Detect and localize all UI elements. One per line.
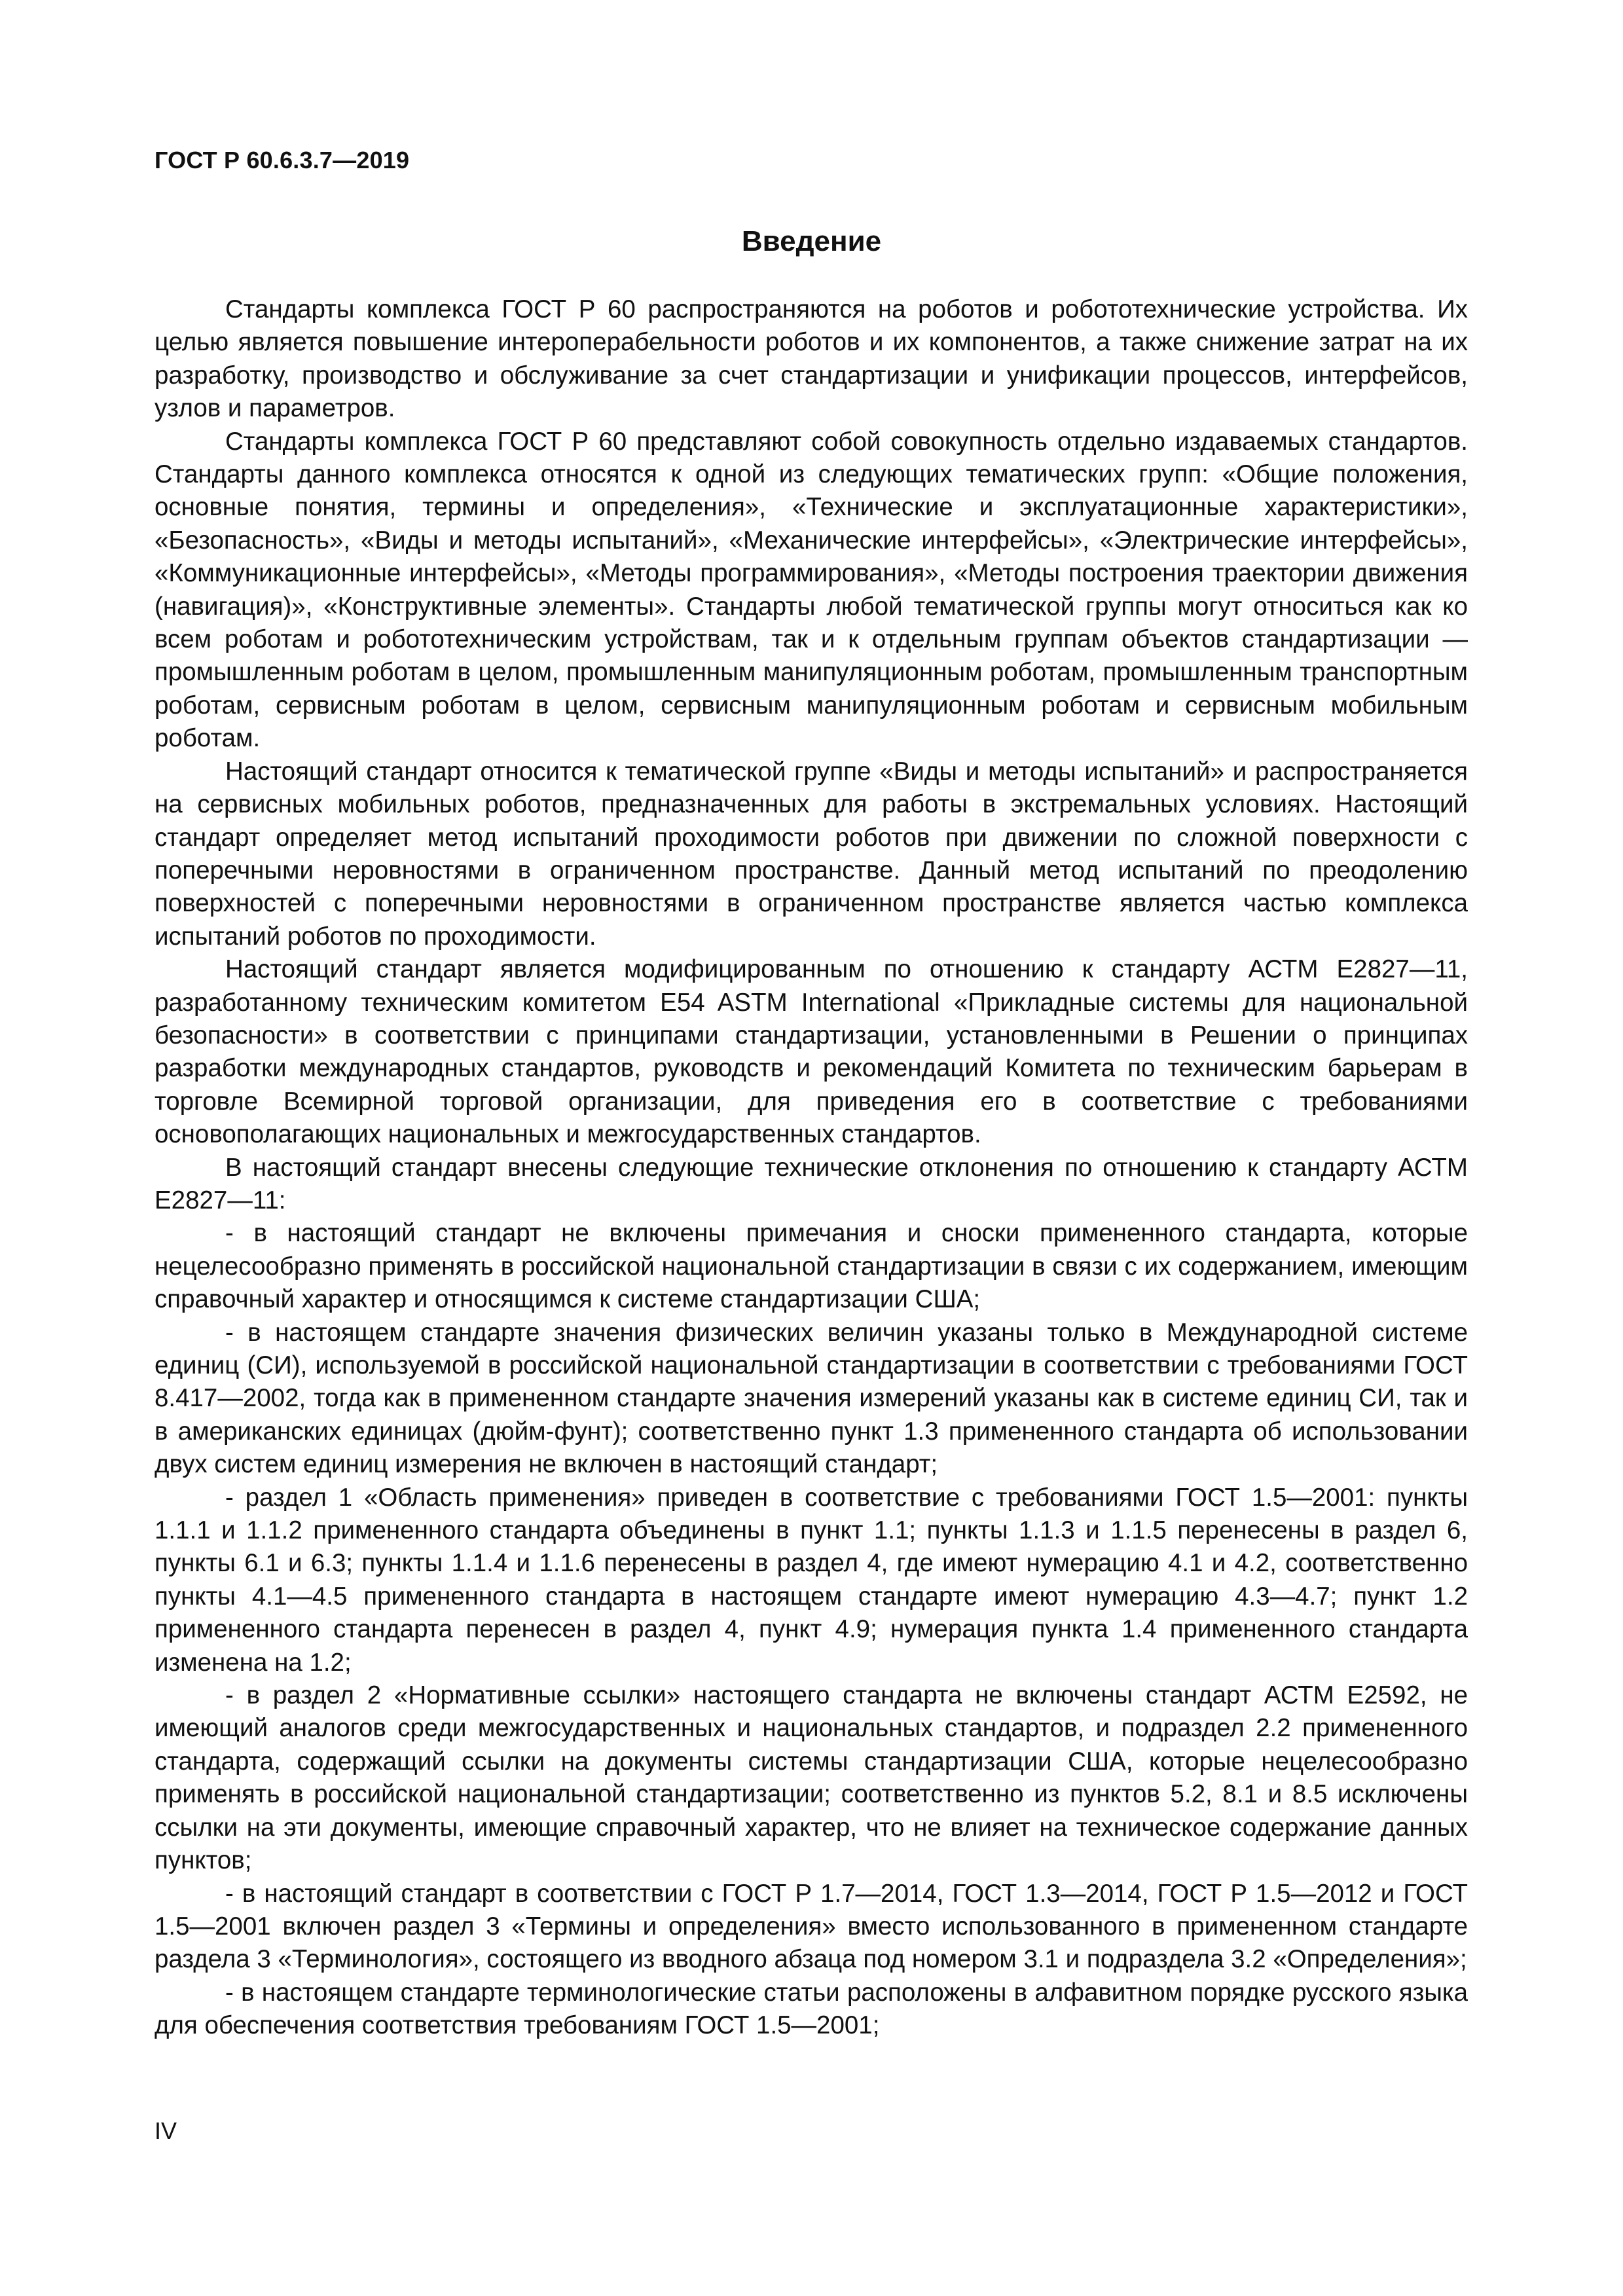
paragraph: В настоящий стандарт внесены следующие технические отклонения по отношению к стандарту АСТМ Е2827—11:: [155, 1153, 1468, 1214]
deviation-list-item: - в раздел 2 «Нормативные ссылки» настоящего стандарта не включены стандарт АСТМ Е2592, не имеющий аналогов среди межгосударственных и национальных стандартов, и подраздел 2.2 примененного стандарта, содержащий ссылки на документы системы стандартизации США, которые нецелесообразно применять в российской национальной стандартизации; соответственно из пунктов 5.2, 8.1 и 8.5 исключены ссылки на эти документы, имеющие справочный характер, что не влияет на техническое содержание данных пунктов;: [155, 1681, 1468, 1875]
deviation-list-item: - раздел 1 «Область применения» приведен в соответствие с требованиями ГОСТ 1.5—2001: пункты 1.1.1 и 1.1.2 примененного стандарта объединены в пункт 1.1; пункты 1.1.3 и 1.1.5 перенесены в раздел 6, пункты 6.1 и 6.3; пункты 1.1.4 и 1.1.6 перенесены в раздел 4, где имеют нумерацию 4.1 и 4.2, соответственно пункты 4.1—4.5 примененного стандарта в настоящем стандарте имеют нумерацию 4.3—4.7; пункт 1.2 примененного стандарта перенесен в раздел 4, пункт 4.9; нумерация пункта 1.4 примененного стандарта изменена на 1.2;: [155, 1483, 1468, 1677]
deviation-list-item: - в настоящий стандарт не включены примечания и сноски примененного стандарта, которые нецелесообразно применять в российской национальной стандартизации в связи с их содержанием, имеющим справочный характер и относящимся к системе стандартизации США;: [155, 1219, 1468, 1314]
deviation-list-item: - в настоящем стандарте терминологические статьи расположены в алфавитном порядке русского языка для обеспечения соответствия требованиям ГОСТ 1.5—2001;: [155, 1978, 1468, 2040]
deviation-list-item: - в настоящий стандарт в соответствии с ГОСТ Р 1.7—2014, ГОСТ 1.3—2014, ГОСТ Р 1.5—2012 и ГОСТ 1.5—2001 включен раздел 3 «Термины и определения» вместо использованного в примененном стандарте раздела 3 «Терминология», состоящего из вводного абзаца под номером 3.1 и подраздела 3.2 «Определения»;: [155, 1879, 1468, 1974]
deviation-list-item: - в настоящем стандарте значения физических величин указаны только в Международной системе единиц (СИ), используемой в российской национальной стандартизации в соответствии с требованиями ГОСТ 8.417—2002, тогда как в примененном стандарте значения измерений указаны как в системе единиц СИ, так и в американских единицах (дюйм-фунт); соответственно пункт 1.3 примененного стандарта об использовании двух систем единиц измерения не включен в настоящий стандарт;: [155, 1318, 1468, 1479]
paragraph: Настоящий стандарт относится к тематической группе «Виды и методы испытаний» и распространяется на сервисных мобильных роботов, предназначенных для работы в экстремальных условиях. Настоящий стандарт определяет метод испытаний проходимости роботов при движении по сложной поверхности с поперечными неровностями в ограниченном пространстве. Данный метод испытаний по преодолению поверхностей с поперечными неровностями в ограниченном пространстве является частью комплекса испытаний роботов по проходимости.: [155, 757, 1468, 951]
section-title: Введение: [741, 225, 882, 257]
page-number: IV: [155, 2117, 177, 2144]
paragraph: Стандарты комплекса ГОСТ Р 60 распространяются на роботов и робототехнические устройства. Их целью является повышение интероперабельности роботов и их компонентов, а также снижение затрат на их разработку, производство и обслуживание за счет стандартизации и унификации процессов, интерфейсов, узлов и параметров.: [155, 295, 1468, 423]
document-code: ГОСТ Р 60.6.3.7—2019: [155, 147, 410, 173]
paragraph: Стандарты комплекса ГОСТ Р 60 представляют собой совокупность отдельно издаваемых стандартов. Стандарты данного комплекса относятся к одной из следующих тематических групп: «Общие положения, основные понятия, термины и определения», «Технические и эксплуатационные характеристики», «Безопасность», «Виды и методы испытаний», «Механические интерфейсы», «Электрические интерфейсы», «Коммуникационные интерфейсы», «Методы программирования», «Методы построения траектории движения (навигация)», «Конструктивные элементы». Стандарты любой тематической группы могут относиться как ко всем роботам и робототехническим устройствам, так и к отдельным группам объектов стандартизации — промышленным роботам в целом, промышленным манипуляционным роботам, промышленным транспортным роботам, сервисным роботам в целом, сервисным манипуляционным роботам и сервисным мобильным роботам.: [155, 427, 1468, 753]
paragraph: Настоящий стандарт является модифицированным по отношению к стандарту АСТМ Е2827—11, разработанному техническим комитетом E54 ASTM International «Прикладные системы для национальной безопасности» в соответствии с принципами стандартизации, установленными в Решении о принципах разработки международных стандартов, руководств и рекомендаций Комитета по техническим барьерам в торговле Всемирной торговой организации, для приведения его в соответствие с требованиями основополагающих национальных и межгосударственных стандартов.: [155, 955, 1468, 1149]
introduction-body: [155, 293, 1468, 2043]
